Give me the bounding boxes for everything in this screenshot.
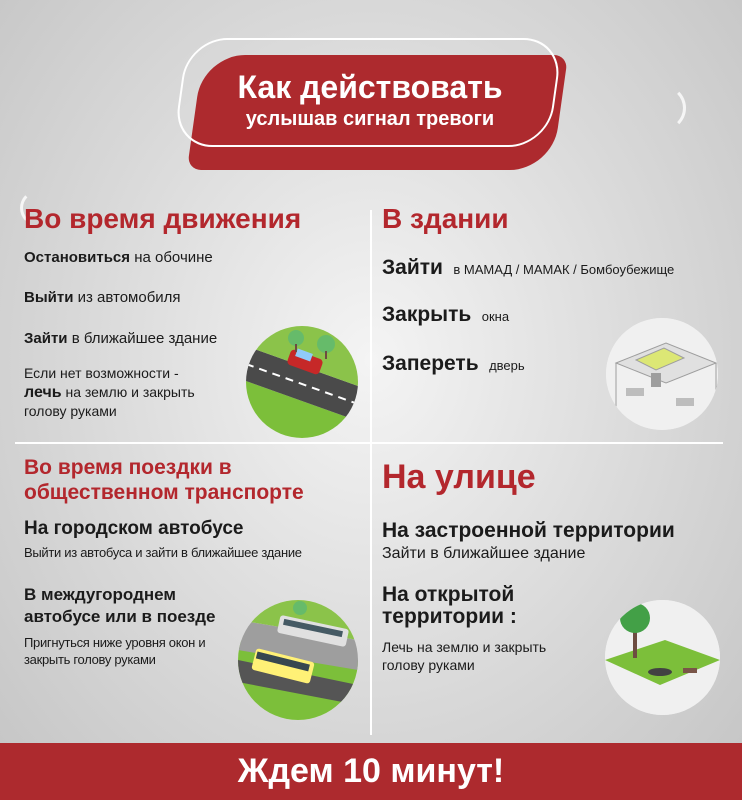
city-bus-text: Выйти из автобуса и зайти в ближайшее здание <box>24 545 302 560</box>
building-item: Закрыть окна <box>382 303 510 326</box>
built-area-title: На застроенной территории <box>382 519 675 542</box>
bus-train-illustration <box>238 600 358 720</box>
intercity-title: В междугороднем автобусе или в поезде <box>24 585 216 626</box>
driving-item: Выйти из автомобиля <box>24 289 181 306</box>
building-item: Запереть дверь <box>382 352 525 375</box>
section-title-driving: Во время движения <box>24 203 302 234</box>
driving-item: Остановиться на обочине <box>24 249 213 266</box>
open-area-text: Лечь на землю и закрыть голову руками <box>382 639 547 673</box>
page-subtitle: услышав сигнал тревоги <box>245 108 495 130</box>
section-title-transport: Во время поездки в общественном транспорте <box>24 456 304 504</box>
page-title: Как действовать <box>237 69 503 105</box>
building-illustration <box>606 318 718 430</box>
section-title-building: В здании <box>382 203 509 234</box>
signal-wave-icon <box>640 85 686 131</box>
car-illustration <box>246 326 358 438</box>
open-area-title: На открытой территории : <box>382 583 517 628</box>
open-area-illustration <box>605 600 720 715</box>
driving-item: Зайти в ближайшее здание <box>24 330 218 347</box>
intercity-text: Пригнуться ниже уровня окон и закрыть голову руками <box>24 635 206 667</box>
built-area-text: Зайти в ближайшее здание <box>382 545 586 562</box>
vertical-divider <box>370 210 372 735</box>
horizontal-divider <box>15 442 723 444</box>
city-bus-title: На городском автобусе <box>24 518 244 539</box>
driving-note: Если нет возможности - лечь на землю и закрыть голову руками <box>24 365 195 419</box>
section-title-street: На улице <box>382 458 536 496</box>
footer-text: Ждем 10 минут! <box>237 752 505 790</box>
building-item: Зайти в МАМАД / МАМАК / Бомбоубежище <box>382 256 675 279</box>
